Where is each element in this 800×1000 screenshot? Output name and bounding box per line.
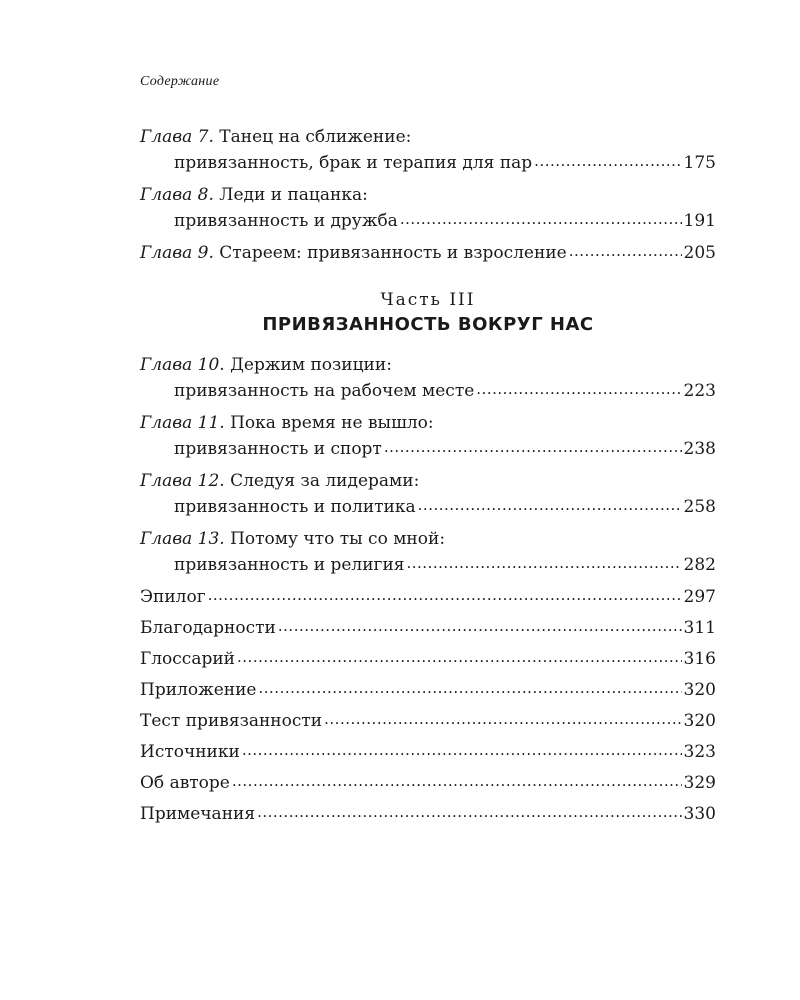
chapter-subtitle-row xyxy=(140,494,716,520)
page-number: 223 xyxy=(683,381,716,401)
toc-entry-chapter-10[interactable] xyxy=(140,352,716,404)
toc-row xyxy=(140,677,716,703)
entry-title: Благодарности xyxy=(140,618,276,638)
toc-entry-chapter-11[interactable] xyxy=(140,410,716,462)
chapter-label: Глава 9. xyxy=(140,243,214,263)
chapter-label: Глава 10. xyxy=(140,355,225,375)
chapter-subtitle-row xyxy=(140,208,716,234)
entry-title: Глоссарий xyxy=(140,649,236,669)
chapter-title: Потому что ты со мной: xyxy=(230,529,446,549)
chapter-head xyxy=(140,410,716,436)
chapter-title: Леди и пацанка: xyxy=(219,185,368,205)
page-number: 311 xyxy=(683,618,716,638)
dot-leader xyxy=(407,555,682,572)
toc-row xyxy=(140,615,716,641)
dot-leader xyxy=(569,243,682,260)
page-number: 282 xyxy=(683,555,716,575)
page-number: 329 xyxy=(683,773,716,793)
toc-page xyxy=(140,72,716,832)
chapter-title: Танец на сближение: xyxy=(219,127,412,147)
dot-leader xyxy=(534,153,681,170)
page-number: 238 xyxy=(683,439,716,459)
page-number: 258 xyxy=(683,497,716,517)
page-number: 330 xyxy=(683,804,716,824)
dot-leader xyxy=(232,773,682,790)
toc-entry-notes[interactable] xyxy=(140,801,716,827)
entry-title: Об авторе xyxy=(140,773,230,793)
toc-entry-chapter-9[interactable] xyxy=(140,240,716,266)
chapter-head xyxy=(140,468,716,494)
chapter-title: Стареем: привязанность и взросление xyxy=(219,243,567,263)
toc-entry-attachment-test[interactable] xyxy=(140,708,716,734)
dot-leader xyxy=(418,497,682,514)
chapter-subtitle: привязанность, брак и терапия для пар xyxy=(174,153,533,173)
part-title: ПРИВЯЗАННОСТЬ ВОКРУГ НАС xyxy=(262,314,594,335)
chapter-head xyxy=(140,352,716,378)
toc-entry-glossary[interactable] xyxy=(140,646,716,672)
chapter-label: Глава 12. xyxy=(140,471,225,491)
page-number: 320 xyxy=(683,680,716,700)
dot-leader xyxy=(324,711,681,728)
dot-leader xyxy=(259,680,682,697)
dot-leader xyxy=(476,381,681,398)
dot-leader xyxy=(384,439,682,456)
entry-title: Источники xyxy=(140,742,240,762)
dot-leader xyxy=(400,211,682,228)
toc-entry-chapter-13[interactable] xyxy=(140,526,716,578)
entry-title: Эпилог xyxy=(140,587,206,607)
chapter-head xyxy=(140,124,716,150)
page-number: 205 xyxy=(683,243,716,263)
toc-entry-appendix[interactable] xyxy=(140,677,716,703)
toc-row xyxy=(140,584,716,610)
chapter-subtitle-row xyxy=(140,150,716,176)
dot-leader xyxy=(257,804,681,821)
toc-row xyxy=(140,708,716,734)
page-number: 191 xyxy=(683,211,716,231)
dot-leader xyxy=(237,649,682,666)
toc-entry-chapter-7[interactable] xyxy=(140,124,716,176)
page-number: 323 xyxy=(683,742,716,762)
chapter-subtitle-row xyxy=(140,552,716,578)
entry-title: Примечания xyxy=(140,804,256,824)
chapter-head xyxy=(140,526,716,552)
toc-row xyxy=(140,646,716,672)
dot-leader xyxy=(278,618,682,635)
chapter-title: Следуя за лидерами: xyxy=(230,471,420,491)
chapter-label: Глава 11. xyxy=(140,413,225,433)
chapter-subtitle: привязанность и дружба xyxy=(174,211,398,231)
part-heading xyxy=(140,288,716,338)
toc-entry-epilogue[interactable] xyxy=(140,584,716,610)
toc-entry-sources[interactable] xyxy=(140,739,716,765)
chapter-subtitle: привязанность и спорт xyxy=(174,439,382,459)
chapter-title: Держим позиции: xyxy=(230,355,392,375)
chapter-subtitle: привязанность и политика xyxy=(174,497,416,517)
dot-leader xyxy=(208,587,682,604)
page-number: 316 xyxy=(683,649,716,669)
chapter-subtitle: привязанность и религия xyxy=(174,555,405,575)
toc-row xyxy=(140,801,716,827)
toc-entry-chapter-12[interactable] xyxy=(140,468,716,520)
chapter-head xyxy=(140,182,716,208)
chapter-label: Глава 7. xyxy=(140,127,214,147)
page-number: 297 xyxy=(683,587,716,607)
part-label: Часть III xyxy=(380,290,476,310)
chapter-subtitle-row xyxy=(140,436,716,462)
entry-title: Приложение xyxy=(140,680,257,700)
chapter-head xyxy=(140,240,567,266)
dot-leader xyxy=(242,742,682,759)
chapter-title: Пока время не вышло: xyxy=(230,413,434,433)
running-head: Содержание xyxy=(140,74,220,89)
chapter-row xyxy=(140,240,716,266)
entry-title: Тест привязанности xyxy=(140,711,323,731)
chapter-subtitle-row xyxy=(140,378,716,404)
toc-row xyxy=(140,770,716,796)
toc-entry-acknowledgements[interactable] xyxy=(140,615,716,641)
toc-row xyxy=(140,739,716,765)
chapter-label: Глава 13. xyxy=(140,529,225,549)
toc-entry-chapter-8[interactable] xyxy=(140,182,716,234)
chapter-label: Глава 8. xyxy=(140,185,214,205)
page-number: 320 xyxy=(683,711,716,731)
toc-entry-about-author[interactable] xyxy=(140,770,716,796)
chapter-subtitle: привязанность на рабочем месте xyxy=(174,381,475,401)
page-number: 175 xyxy=(683,153,716,173)
